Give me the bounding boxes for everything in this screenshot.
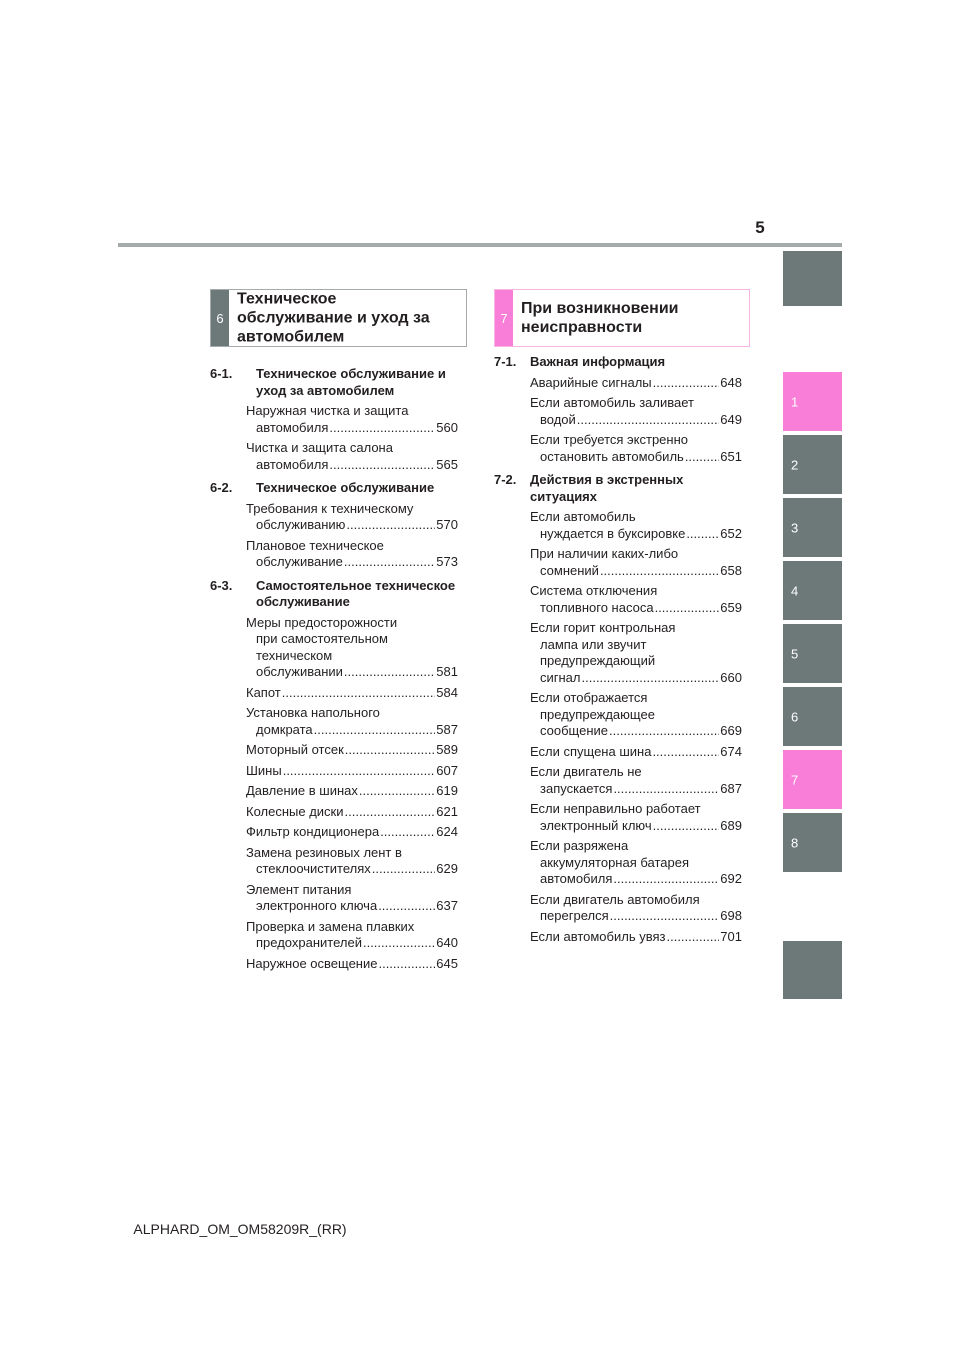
entry-text: Капот xyxy=(246,684,281,700)
toc-chapter-heading[interactable] xyxy=(210,480,458,497)
page-ref[interactable]: 701 xyxy=(720,928,742,944)
page-ref[interactable]: 698 xyxy=(720,908,742,923)
tab-chapter-8[interactable]: 8 xyxy=(783,813,842,872)
chapter-title-line: Самостоятельное техническое xyxy=(256,577,456,593)
dot-leader xyxy=(329,420,435,437)
toc-entry[interactable] xyxy=(530,801,742,834)
chapter-title-line: ситуациях xyxy=(530,488,597,504)
dot-leader xyxy=(685,449,719,466)
entry-last-line xyxy=(246,664,458,681)
dot-leader xyxy=(378,898,435,915)
toc-entry[interactable] xyxy=(530,375,742,392)
entry-text-line: Система отключения xyxy=(530,583,658,598)
dot-leader xyxy=(653,818,720,835)
entry-last-line xyxy=(246,898,458,915)
toc-entry[interactable] xyxy=(530,546,742,579)
toc-entry[interactable] xyxy=(530,395,742,428)
dot-leader xyxy=(344,664,435,681)
page-ref[interactable]: 651 xyxy=(720,448,742,464)
dot-leader xyxy=(686,526,719,543)
entry-text: Аварийные сигналы xyxy=(530,374,652,390)
entry-text-line: Если отображается xyxy=(530,690,648,705)
entry-last-line xyxy=(246,742,458,759)
dot-leader xyxy=(666,929,719,946)
toc-group xyxy=(210,480,458,571)
dot-leader xyxy=(378,956,435,973)
section-number: 7 xyxy=(495,290,513,346)
entry-text: водой xyxy=(540,411,576,427)
dot-leader xyxy=(346,517,435,534)
entry-text: Если автомобиль увяз xyxy=(530,928,666,944)
page-ref[interactable]: 637 xyxy=(436,898,458,913)
page-ref[interactable]: 565 xyxy=(436,456,458,472)
toc-entry[interactable] xyxy=(530,690,742,740)
entry-text-line: техническом xyxy=(256,647,333,663)
entry-text: электронного ключа xyxy=(256,898,378,913)
page-ref[interactable]: 560 xyxy=(436,419,458,435)
toc-entry[interactable] xyxy=(246,501,458,534)
entry-last-line xyxy=(246,956,458,973)
tab-chapter-1[interactable]: 1 xyxy=(783,372,842,431)
entry-text: автомобиля xyxy=(256,419,329,435)
entry-text-line: лампа или звучит xyxy=(540,636,647,652)
entry-text-line: Замена резиновых лент в xyxy=(246,844,402,860)
entry-last-line xyxy=(246,457,458,474)
chapter-number: 6-1. xyxy=(210,366,233,381)
entry-text-line: Меры предосторожности xyxy=(246,614,398,630)
toc-column-chapter-7 xyxy=(494,354,742,952)
toc-entry[interactable] xyxy=(246,824,458,841)
toc-entry[interactable] xyxy=(246,956,458,973)
dot-leader xyxy=(314,722,436,739)
entry-text: перегрелся xyxy=(540,908,609,923)
dot-leader xyxy=(613,871,719,888)
page-ref[interactable]: 649 xyxy=(720,411,742,427)
entry-last-line xyxy=(530,600,742,617)
entry-last-line xyxy=(246,783,458,800)
entry-last-line xyxy=(530,871,742,888)
document-code-footer: ALPHARD_OM_OM58209R_(RR) xyxy=(133,1221,347,1237)
entry-text-line: Требования к техническому xyxy=(246,500,414,516)
entry-text-line: при самостоятельном xyxy=(256,631,388,646)
page-ref[interactable]: 584 xyxy=(436,684,458,700)
entry-text: сигнал xyxy=(540,669,581,685)
chapter-title-line: уход за автомобилем xyxy=(256,382,395,398)
entry-text: обслуживании xyxy=(256,664,343,679)
page-ref[interactable]: 687 xyxy=(720,780,742,796)
entry-text-line: Чистка и защита салона xyxy=(246,440,393,455)
page-ref[interactable]: 581 xyxy=(436,664,458,679)
entry-last-line xyxy=(246,935,458,952)
entry-text: Фильтр кондиционера xyxy=(246,824,380,839)
entry-text-line: Установка напольного xyxy=(246,705,380,720)
tab-chapter-2[interactable]: 2 xyxy=(783,435,842,494)
entry-text: домкрата xyxy=(256,721,313,737)
dot-leader xyxy=(380,824,435,841)
entry-text: предохранителей xyxy=(256,935,362,950)
entry-last-line xyxy=(530,375,742,392)
toc-chapter-heading[interactable] xyxy=(494,354,742,371)
toc-entry[interactable] xyxy=(246,403,458,436)
chapter-number: 7-2. xyxy=(494,472,517,487)
page-ref[interactable]: 629 xyxy=(436,861,458,876)
entry-last-line xyxy=(530,526,742,543)
tab-chapter-7[interactable]: 7 xyxy=(783,750,842,809)
entry-text: Моторный отсек xyxy=(246,742,344,757)
tab-blank-bottom[interactable] xyxy=(783,941,842,999)
chapter-title-line: Техническое обслуживание и xyxy=(256,366,446,381)
header-rule xyxy=(118,243,842,247)
dot-leader xyxy=(282,685,436,702)
entry-text-line: Если автомобиль заливает xyxy=(530,395,694,410)
toc-entry[interactable] xyxy=(530,892,742,925)
entry-last-line xyxy=(530,744,742,761)
entry-text: стеклоочистителях xyxy=(256,861,371,876)
toc-entry[interactable] xyxy=(246,845,458,878)
entry-text-line: аккумуляторная батарея xyxy=(540,854,689,870)
toc-group xyxy=(494,472,742,945)
section-number: 6 xyxy=(211,290,229,346)
toc-group xyxy=(494,354,742,465)
page-ref[interactable]: 573 xyxy=(436,554,458,569)
toc-column-chapter-6 xyxy=(210,366,458,979)
toc-entry[interactable] xyxy=(246,615,458,681)
entry-text: сомнений xyxy=(540,562,599,578)
tab-chapter-3[interactable]: 3 xyxy=(783,498,842,557)
page-ref[interactable]: 570 xyxy=(436,517,458,532)
entry-text-line: Если неправильно работает xyxy=(530,801,701,816)
entry-last-line xyxy=(246,804,458,821)
entry-last-line xyxy=(246,420,458,437)
dot-leader xyxy=(610,908,720,925)
entry-text: нуждается в буксировке xyxy=(540,525,686,541)
page-ref[interactable]: 659 xyxy=(720,599,742,615)
page-ref[interactable]: 674 xyxy=(720,743,742,759)
entry-text: Наружное освещение xyxy=(246,955,378,971)
dot-leader xyxy=(363,935,435,952)
chapter-number: 7-1. xyxy=(494,354,517,369)
page-ref[interactable]: 640 xyxy=(436,935,458,950)
page-number: 5 xyxy=(755,218,765,237)
entry-text-line: При наличии каких-либо xyxy=(530,546,679,561)
toc-entry[interactable] xyxy=(246,538,458,571)
entry-last-line xyxy=(530,781,742,798)
entry-text: Шины xyxy=(246,762,282,778)
toc-entry[interactable] xyxy=(246,705,458,738)
toc-entry[interactable] xyxy=(530,838,742,888)
dot-leader xyxy=(344,554,435,571)
page-ref[interactable]: 648 xyxy=(720,374,742,390)
tab-chapter-5[interactable]: 5 xyxy=(783,624,842,683)
chapter-number: 6-2. xyxy=(210,480,233,495)
entry-last-line xyxy=(530,818,742,835)
dot-leader xyxy=(359,783,435,800)
chapter-title-line: Техническое обслуживание xyxy=(256,480,435,495)
entry-text-line: предупреждающий xyxy=(540,653,656,668)
entry-last-line xyxy=(530,908,742,925)
page-ref[interactable]: 658 xyxy=(720,562,742,578)
entry-text-line: предупреждающее xyxy=(540,706,655,722)
tab-blank-top[interactable] xyxy=(783,251,842,306)
entry-text: запускается xyxy=(540,780,613,796)
toc-entry[interactable] xyxy=(246,783,458,800)
toc-entry[interactable] xyxy=(530,583,742,616)
page-ref[interactable]: 645 xyxy=(436,955,458,971)
dot-leader xyxy=(653,375,720,392)
section-title: При возникновении неисправности xyxy=(521,300,679,336)
toc-entry[interactable] xyxy=(530,929,742,946)
page-ref[interactable]: 589 xyxy=(436,742,458,757)
entry-text-line: Проверка и замена плавких xyxy=(246,918,415,934)
toc-entry[interactable] xyxy=(246,919,458,952)
entry-last-line xyxy=(530,723,742,740)
entry-last-line xyxy=(530,929,742,946)
dot-leader xyxy=(372,861,436,878)
entry-last-line xyxy=(530,449,742,466)
toc-entry[interactable] xyxy=(246,685,458,702)
toc-entry[interactable] xyxy=(530,509,742,542)
toc-entry[interactable] xyxy=(530,744,742,761)
entry-last-line xyxy=(246,861,458,878)
entry-text: сообщение xyxy=(540,723,609,738)
page-ref[interactable]: 619 xyxy=(436,783,458,798)
section-title: Техническое обслуживание и уход за автомобилем xyxy=(237,290,430,346)
dot-leader xyxy=(345,742,436,759)
entry-text-line: Наружная чистка и защита xyxy=(246,403,409,418)
toc-chapter-heading[interactable] xyxy=(494,472,742,505)
page-ref[interactable]: 669 xyxy=(720,723,742,738)
entry-text-line: Плановое техническое xyxy=(246,537,384,553)
dot-leader xyxy=(609,723,719,740)
entry-text: Колесные диски xyxy=(246,803,344,819)
chapter-title-line: Важная информация xyxy=(530,354,666,369)
entry-text: Если спущена шина xyxy=(530,743,652,759)
dot-leader xyxy=(652,744,719,761)
page-ref[interactable]: 652 xyxy=(720,525,742,541)
entry-text: Давление в шинах xyxy=(246,783,358,798)
page-ref[interactable]: 624 xyxy=(436,824,458,839)
dot-leader xyxy=(655,600,720,617)
page-ref[interactable]: 692 xyxy=(720,871,742,886)
entry-text-line: Если требуется экстренно xyxy=(530,432,688,447)
toc-entry[interactable] xyxy=(246,763,458,780)
toc-entry[interactable] xyxy=(530,764,742,797)
entry-last-line xyxy=(530,670,742,687)
entry-text-line: Если автомобиль xyxy=(530,509,636,524)
entry-last-line xyxy=(246,763,458,780)
toc-entry[interactable] xyxy=(246,882,458,915)
dot-leader xyxy=(600,563,719,580)
dot-leader xyxy=(577,412,720,429)
entry-text-line: Если разряжена xyxy=(530,838,629,853)
entry-text: автомобиля xyxy=(540,871,613,886)
dot-leader xyxy=(283,763,436,780)
entry-last-line xyxy=(246,554,458,571)
toc-group xyxy=(210,578,458,973)
entry-text: остановить автомобиль xyxy=(540,448,684,464)
page-ref[interactable]: 689 xyxy=(720,817,742,833)
toc-chapter-heading[interactable] xyxy=(210,578,458,611)
toc-group xyxy=(210,366,458,473)
section-header-7 xyxy=(494,289,750,347)
tab-chapter-6[interactable]: 6 xyxy=(783,687,842,746)
toc-entry[interactable] xyxy=(246,440,458,473)
entry-last-line xyxy=(530,563,742,580)
entry-text-line: Если двигатель не xyxy=(530,764,642,779)
entry-text-line: Если двигатель автомобиля xyxy=(530,891,700,907)
toc-entry[interactable] xyxy=(530,432,742,465)
tab-chapter-4[interactable]: 4 xyxy=(783,561,842,620)
page-ref[interactable]: 621 xyxy=(436,803,458,819)
page-ref[interactable]: 587 xyxy=(436,721,458,737)
entry-text: автомобиля xyxy=(256,456,329,472)
entry-text-line: Элемент питания xyxy=(246,881,352,897)
entry-text: обслуживание xyxy=(256,554,343,569)
chapter-title-line: Действия в экстренных xyxy=(530,472,684,487)
page-ref[interactable]: 607 xyxy=(436,762,458,778)
entry-last-line xyxy=(246,824,458,841)
dot-leader xyxy=(613,781,719,798)
toc-entry[interactable] xyxy=(530,620,742,686)
dot-leader xyxy=(329,457,435,474)
dot-leader xyxy=(582,670,720,687)
entry-last-line xyxy=(530,412,742,429)
chapter-title-line: обслуживание xyxy=(256,594,350,609)
entry-text: электронный ключ xyxy=(540,817,652,833)
entry-text: обслуживанию xyxy=(256,517,346,532)
entry-last-line xyxy=(246,517,458,534)
section-header-6 xyxy=(210,289,467,347)
page-ref[interactable]: 660 xyxy=(720,669,742,685)
dot-leader xyxy=(345,804,436,821)
chapter-number: 6-3. xyxy=(210,577,233,593)
entry-text: топливного насоса xyxy=(540,599,654,615)
toc-entry[interactable] xyxy=(246,742,458,759)
entry-last-line xyxy=(246,722,458,739)
entry-last-line xyxy=(246,685,458,702)
toc-chapter-heading[interactable] xyxy=(210,366,458,399)
toc-entry[interactable] xyxy=(246,804,458,821)
entry-text-line: Если горит контрольная xyxy=(530,620,676,635)
